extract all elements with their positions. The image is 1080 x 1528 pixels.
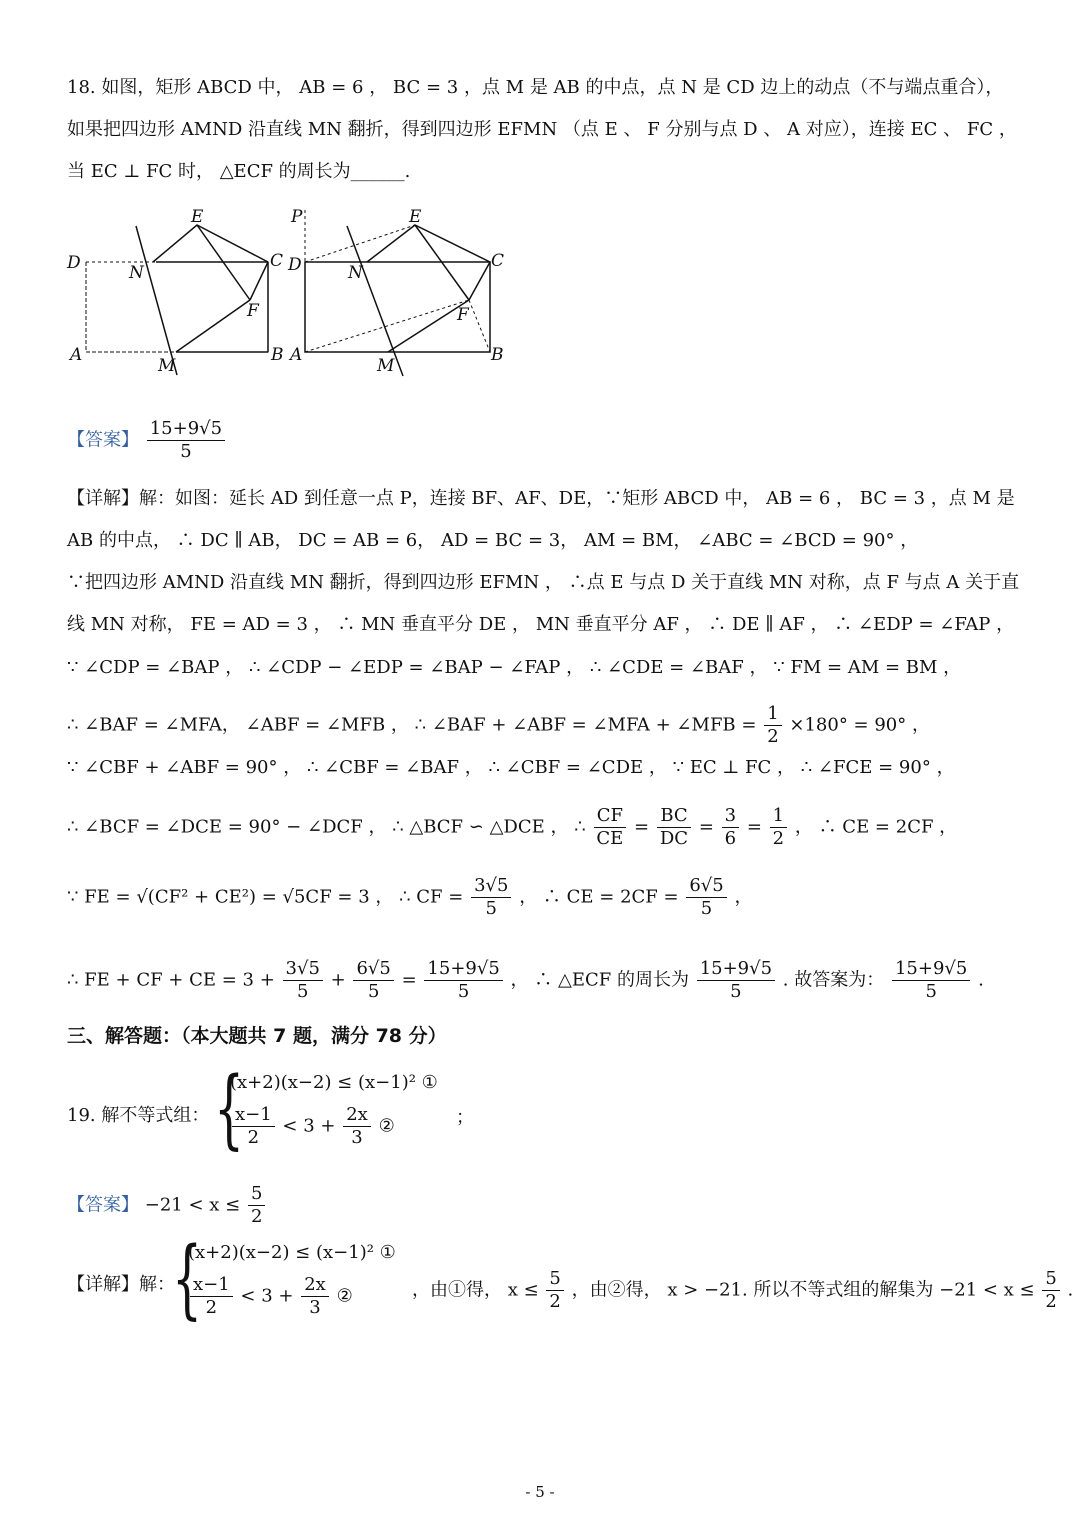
solution18-line8: ∴ ∠BCF = ∠DCE = 90° − ∠DCF ， ∴ △BCF ∽ △DCE ， ∴ $\frac{CF}{CE}$ = $\frac{BC}{DC}$ = $\frac{3}{6}$ = $\frac{1}{2}$ ， ∴ CE = 2CF ， bbox=[67, 805, 958, 849]
q19-inequality-1: (x+2)(x−2) ≤ (x−1)² ① bbox=[230, 1072, 438, 1093]
solution19-inequality-system: { (x+2)(x−2) ≤ (x−1)² ① $\frac{x-1}{2}$ < 3 + $\frac{2x}{3}$ ② bbox=[172, 1229, 396, 1329]
fig1-label-M: M bbox=[158, 356, 176, 376]
q19-inequality-system bbox=[214, 1059, 474, 1159]
answer-18 bbox=[67, 418, 227, 463]
fig1-label-N: N bbox=[129, 263, 144, 283]
fig2-label-E: E bbox=[409, 207, 422, 227]
answer-18-fraction: $\frac{15+9√5}{5}$ bbox=[147, 418, 225, 463]
q19-brace: { bbox=[214, 1059, 245, 1159]
fig2-label-P: P bbox=[291, 207, 303, 227]
answer-tag: 【答案】 bbox=[67, 1194, 139, 1216]
q19-semicolon: ； bbox=[456, 1107, 474, 1128]
answer-19: 【答案】 −21 < x ≤ $\frac{5}{2}$ bbox=[67, 1183, 267, 1228]
page-number: - 5 - bbox=[525, 1483, 555, 1501]
fig1-label-F: F bbox=[247, 301, 259, 321]
fig2-label-M: M bbox=[377, 356, 395, 376]
fig1-label-C: C bbox=[270, 251, 284, 271]
solution19-lead: 【详解】解： bbox=[67, 1274, 175, 1295]
q19-label: 19. 解不等式组： bbox=[67, 1105, 210, 1126]
figure-2-auxiliary-construction bbox=[285, 200, 515, 380]
fig1-label-A: A bbox=[70, 345, 83, 365]
fig2-label-A: A bbox=[290, 345, 303, 365]
q18-stem-line1: 18. 如图，矩形 ABCD 中， AB = 6 ， BC = 3 ，点 M 是 AB 的中点，点 N 是 CD 边上的动点（不与端点重合）， bbox=[67, 77, 1004, 98]
q18-stem-line3: 当 EC ⊥ FC 时， △ECF 的周长为______. bbox=[67, 161, 411, 182]
solution18-line1: 【详解】解：如图：延长 AD 到任意一点 P，连接 BF、AF、DE，∵矩形 ABCD 中， AB = 6 ， BC = 3 ，点 M 是 bbox=[67, 488, 1015, 509]
solution18-line7: ∵ ∠CBF + ∠ABF = 90° ， ∴ ∠CBF = ∠BAF ， ∴ ∠CBF = ∠CDE ， ∵ EC ⊥ FC ， ∴ ∠FCE = 90° ， bbox=[67, 757, 955, 778]
solution18-line4: 线 MN 对称， FE = AD = 3 ， ∴ MN 垂直平分 DE ， MN 垂直平分 AF ， ∴ DE ∥ AF ， ∴ ∠EDP = ∠FAP ， bbox=[67, 614, 1015, 635]
solution18-line10: ∴ FE + CF + CE = 3 + $\frac{3√5}{5}$ + $\frac{6√5}{5}$ = $\frac{15+9√5}{5}$ ， ∴ △ECF 的周长为 $\frac{15+9√5}{5}$ . 故答案为： $\frac{15+9√5}{5}$ . bbox=[67, 958, 984, 1002]
solution18-line3: ∵把四边形 AMND 沿直线 MN 翻折，得到四边形 EFMN ， ∴点 E 与点 D 关于直线 MN 对称，点 F 与点 A 关于直 bbox=[67, 572, 1020, 593]
q19-inequality-2: $\frac{x-1}{2}$ < 3 + $\frac{2x}{3}$ ② bbox=[230, 1104, 395, 1149]
section-3-heading: 三、解答题：（本大题共 7 题，满分 78 分） bbox=[67, 1025, 447, 1047]
answer-tag: 【答案】 bbox=[67, 429, 139, 451]
solution18-line5: ∵ ∠CDP = ∠BAP ， ∴ ∠CDP − ∠EDP = ∠BAP − ∠FAP ， ∴ ∠CDE = ∠BAF ， ∵ FM = AM = BM ， bbox=[67, 657, 962, 678]
fig1-label-B: B bbox=[271, 345, 284, 365]
fig2-label-F: F bbox=[457, 305, 469, 325]
fig2-label-D: D bbox=[288, 255, 302, 275]
q18-stem-line2: 如果把四边形 AMND 沿直线 MN 翻折，得到四边形 EFMN （点 E 、 F 分别与点 D 、 A 对应），连接 EC 、 FC ， bbox=[67, 119, 1017, 140]
solution18-line6: ∴ ∠BAF = ∠MFA， ∠ABF = ∠MFB ， ∴ ∠BAF + ∠ABF = ∠MFA + ∠MFB = $\frac{1}{2}$ ×180° = 90° ， bbox=[67, 703, 930, 747]
fig2-label-N: N bbox=[348, 263, 363, 283]
solution18-line2: AB 的中点， ∴ DC ∥ AB， DC = AB = 6， AD = BC = 3， AM = BM， ∠ABC = ∠BCD = 90° ， bbox=[67, 530, 919, 551]
fig2-label-C: C bbox=[491, 251, 505, 271]
solution19-text: ，由①得， x ≤ $\frac{5}{2}$ ，由②得， x > −21. 所以不等式组的解集为 −21 < x ≤ $\frac{5}{2}$ . bbox=[412, 1268, 1074, 1312]
solution18-line9: ∵ FE = √(CF² + CE²) = √5CF = 3 ， ∴ CF = $\frac{3√5}{5}$ ， ∴ CE = 2CF = $\frac{6√5}{5}$ ， bbox=[67, 875, 753, 919]
fig1-label-D: D bbox=[67, 253, 81, 273]
fig1-label-E: E bbox=[191, 207, 204, 227]
figure-1-folded-rectangle bbox=[60, 200, 303, 380]
fig2-label-B: B bbox=[491, 345, 504, 365]
